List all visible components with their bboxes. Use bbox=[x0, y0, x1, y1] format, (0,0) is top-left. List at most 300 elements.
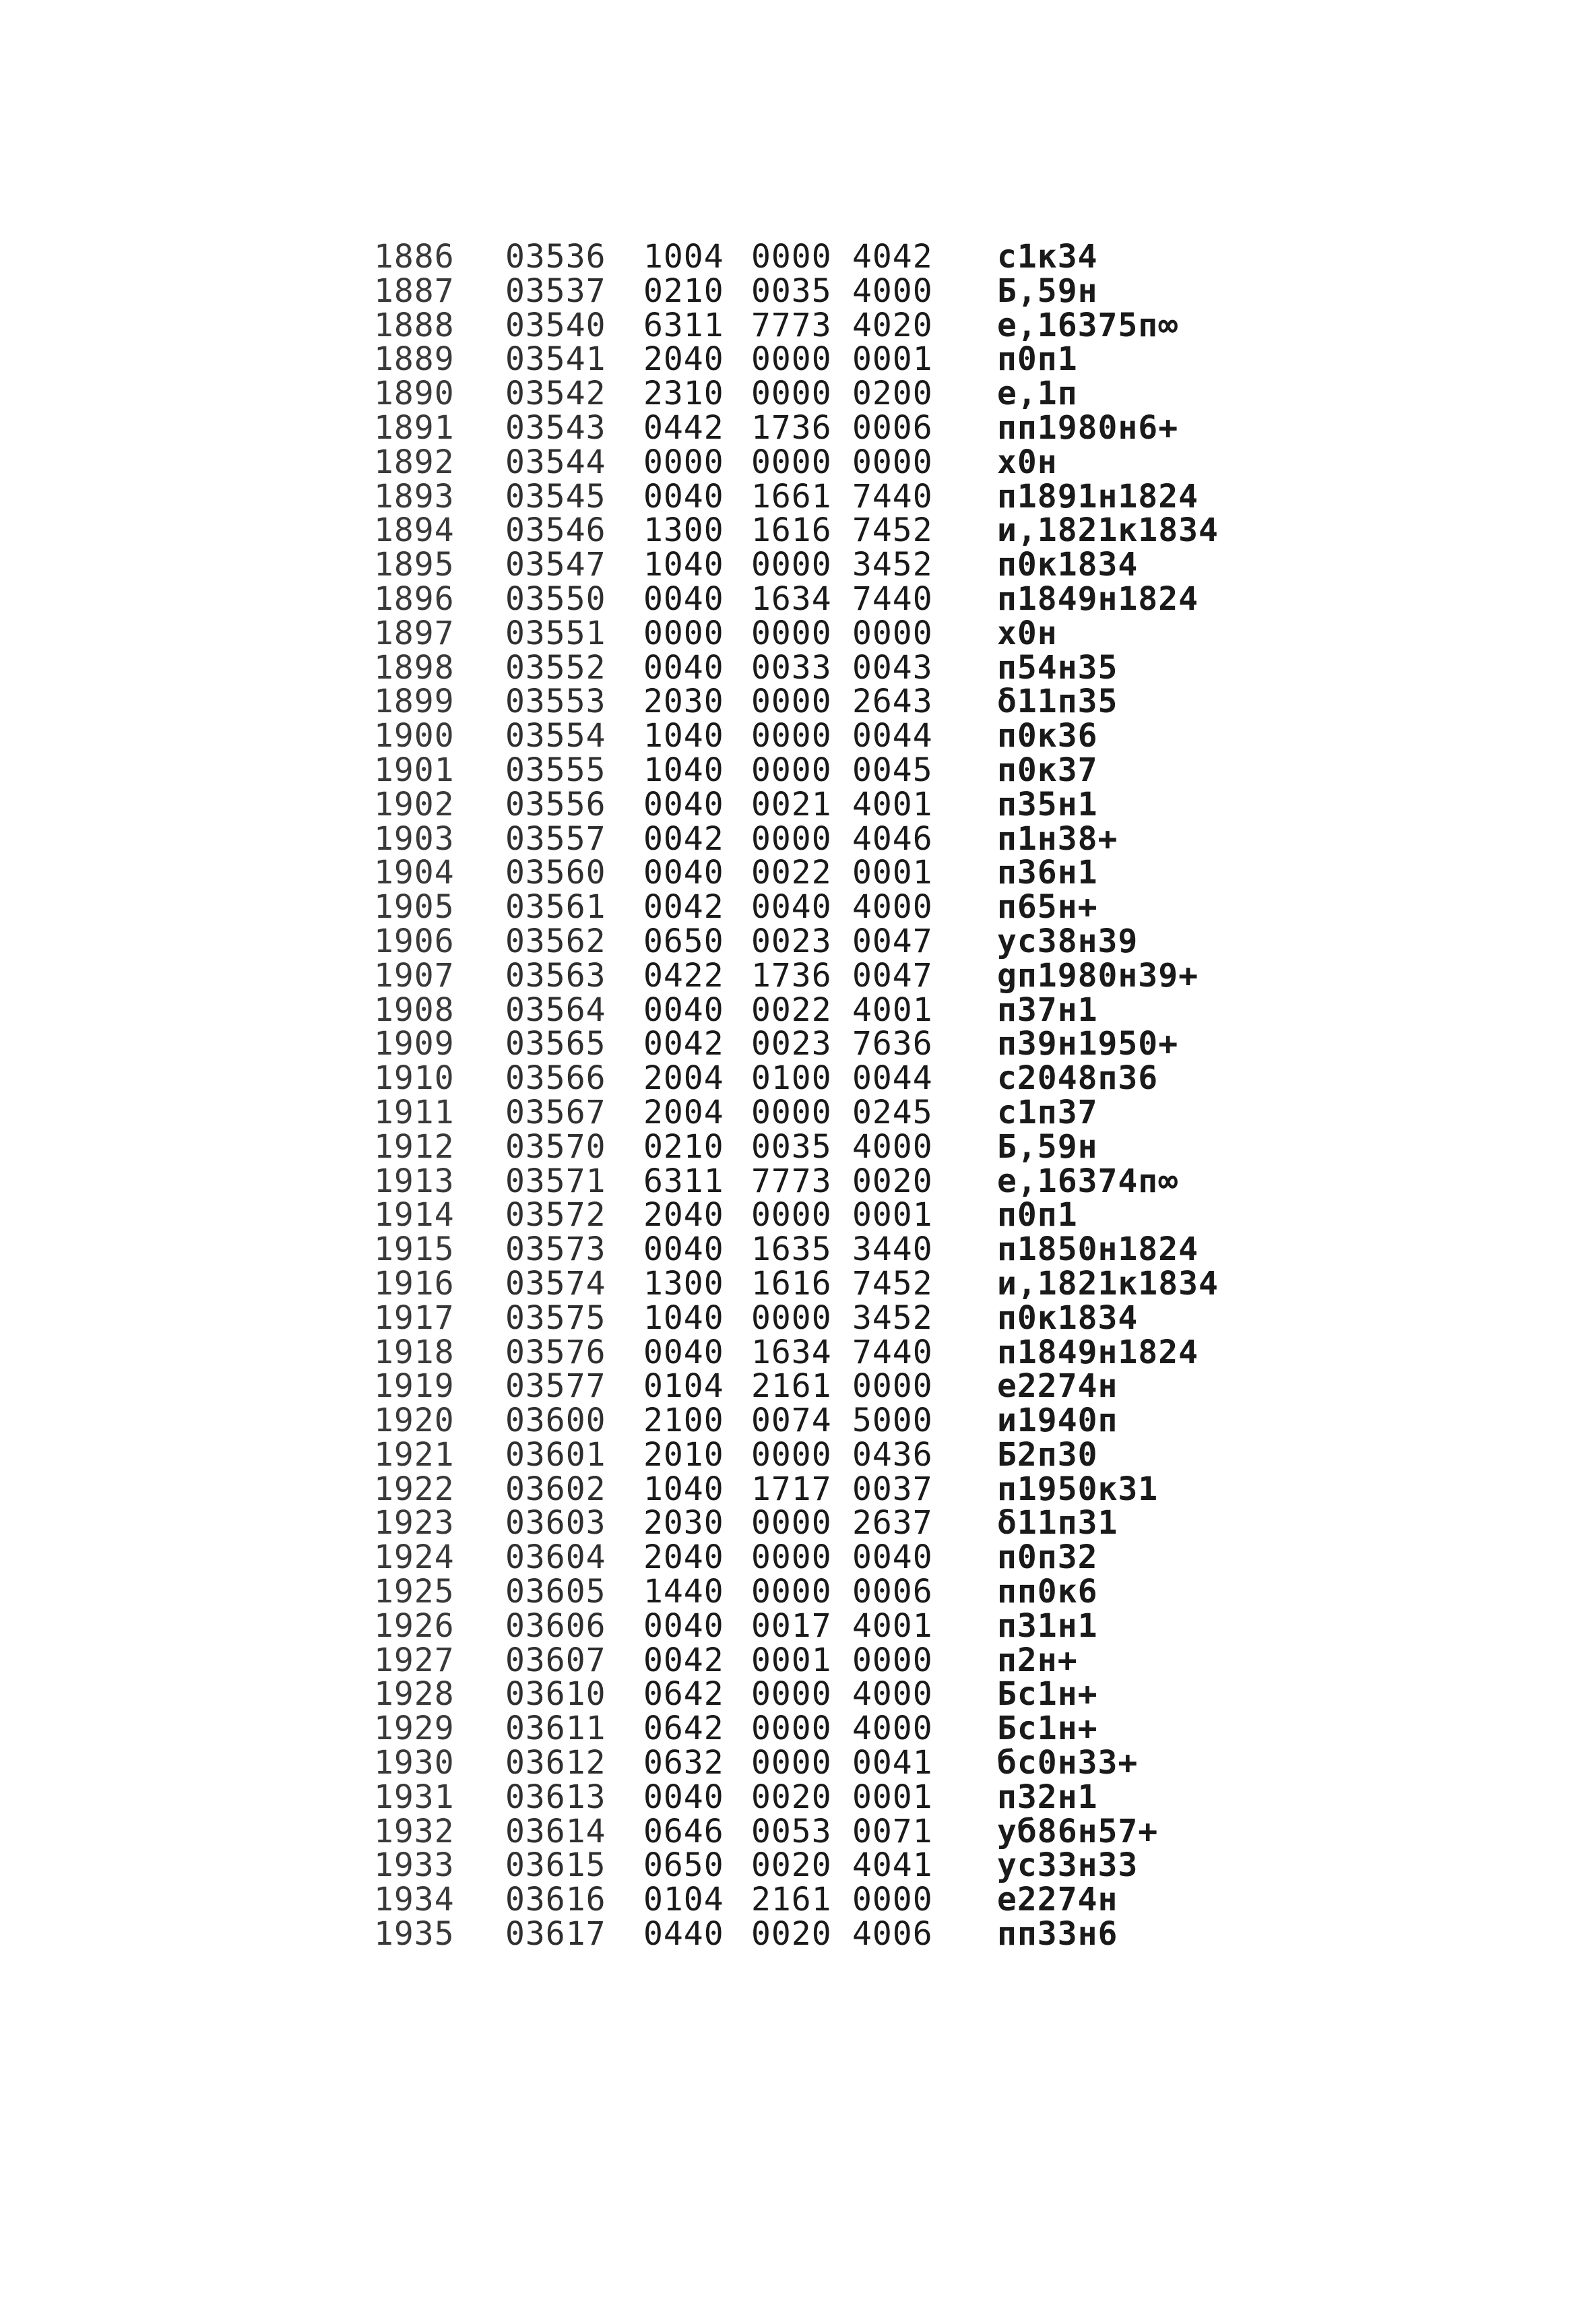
word-3: 4001 bbox=[852, 785, 933, 823]
line-number: 1897 bbox=[374, 614, 455, 652]
word-2: 1717 bbox=[751, 1470, 832, 1508]
word-3: 4001 bbox=[852, 991, 933, 1029]
word-3: 3452 bbox=[852, 1299, 933, 1337]
line-number: 1891 bbox=[374, 408, 455, 447]
listing-row bbox=[374, 1404, 1425, 1438]
line-number: 1907 bbox=[374, 956, 455, 995]
listing-row bbox=[374, 377, 1425, 411]
mnemonic: п0п1 bbox=[997, 1196, 1078, 1235]
word-3: 2643 bbox=[852, 683, 933, 721]
word-2: 1635 bbox=[751, 1230, 832, 1269]
word-2: 0000 bbox=[751, 1504, 832, 1542]
word-1: 0040 bbox=[643, 580, 724, 618]
word-2: 0020 bbox=[751, 1915, 832, 1954]
line-number: 1933 bbox=[374, 1846, 455, 1885]
word-2: 1634 bbox=[751, 1333, 832, 1371]
listing-row bbox=[374, 719, 1425, 753]
word-3: 0037 bbox=[852, 1470, 933, 1508]
word-1: 0210 bbox=[643, 272, 724, 310]
line-number: 1905 bbox=[374, 888, 455, 927]
word-3: 5000 bbox=[852, 1402, 933, 1440]
word-1: 0650 bbox=[643, 1846, 724, 1885]
mnemonic: уб86н57+ bbox=[997, 1812, 1159, 1850]
line-number: 1889 bbox=[374, 340, 455, 379]
word-2: 0000 bbox=[751, 1196, 832, 1235]
line-number: 1904 bbox=[374, 854, 455, 892]
address: 03562 bbox=[505, 922, 606, 960]
word-1: 0210 bbox=[643, 1127, 724, 1166]
mnemonic: бс0н33+ bbox=[997, 1744, 1139, 1782]
word-2: 0023 bbox=[751, 1025, 832, 1063]
listing-row bbox=[374, 1915, 1425, 1954]
mnemonic: п1н38+ bbox=[997, 819, 1118, 858]
word-2: 0017 bbox=[751, 1606, 832, 1645]
word-3: 7452 bbox=[852, 1264, 933, 1303]
listing-row bbox=[374, 306, 1425, 344]
address: 03544 bbox=[505, 443, 606, 481]
address: 03606 bbox=[505, 1606, 606, 1645]
word-2: 0035 bbox=[751, 1127, 832, 1166]
line-number: 1916 bbox=[374, 1264, 455, 1303]
listing-row bbox=[374, 1746, 1425, 1780]
word-2: 0020 bbox=[751, 1846, 832, 1885]
line-number: 1899 bbox=[374, 683, 455, 721]
mnemonic: е2274н bbox=[997, 1367, 1118, 1406]
word-1: 0040 bbox=[643, 785, 724, 823]
word-2: 0074 bbox=[751, 1402, 832, 1440]
word-3: 0000 bbox=[852, 443, 933, 481]
line-number: 1902 bbox=[374, 785, 455, 823]
word-2: 1661 bbox=[751, 477, 832, 515]
word-3: 4000 bbox=[852, 888, 933, 927]
line-number: 1906 bbox=[374, 922, 455, 960]
line-number: 1935 bbox=[374, 1915, 455, 1954]
mnemonic: п37н1 bbox=[997, 991, 1098, 1029]
address: 03576 bbox=[505, 1333, 606, 1371]
word-1: 0650 bbox=[643, 922, 724, 960]
word-2: 7773 bbox=[751, 306, 832, 344]
mnemonic: е,16374п∞ bbox=[997, 1162, 1179, 1200]
word-3: 2637 bbox=[852, 1504, 933, 1542]
line-number: 1908 bbox=[374, 991, 455, 1029]
address: 03553 bbox=[505, 683, 606, 721]
line-number: 1893 bbox=[374, 477, 455, 515]
mnemonic: пп33н6 bbox=[997, 1915, 1118, 1954]
line-number: 1909 bbox=[374, 1025, 455, 1063]
listing-row bbox=[374, 1333, 1425, 1371]
listing-row bbox=[374, 956, 1425, 995]
mnemonic: gп1980н39+ bbox=[997, 956, 1199, 995]
address: 03563 bbox=[505, 956, 606, 995]
mnemonic: и,1821к1834 bbox=[997, 511, 1219, 550]
word-2: 0000 bbox=[751, 1435, 832, 1474]
word-3: 4046 bbox=[852, 819, 933, 858]
address: 03614 bbox=[505, 1812, 606, 1850]
listing-row bbox=[374, 1301, 1425, 1336]
mnemonic: п32н1 bbox=[997, 1778, 1098, 1816]
word-1: 0042 bbox=[643, 1641, 724, 1679]
word-1: 0000 bbox=[643, 443, 724, 481]
listing-row bbox=[374, 1196, 1425, 1235]
line-number: 1898 bbox=[374, 648, 455, 687]
mnemonic: п1950к31 bbox=[997, 1470, 1159, 1508]
word-3: 0071 bbox=[852, 1812, 933, 1850]
address: 03574 bbox=[505, 1264, 606, 1303]
line-number: 1903 bbox=[374, 819, 455, 858]
mnemonic: п0п32 bbox=[997, 1538, 1098, 1577]
word-2: 0000 bbox=[751, 1675, 832, 1714]
word-3: 4000 bbox=[852, 1127, 933, 1166]
mnemonic: ус33н33 bbox=[997, 1846, 1139, 1885]
word-2: 0022 bbox=[751, 991, 832, 1029]
mnemonic: п0к37 bbox=[997, 751, 1098, 789]
listing-row bbox=[374, 922, 1425, 960]
word-2: 1736 bbox=[751, 408, 832, 447]
listing-row bbox=[374, 513, 1425, 548]
word-1: 1440 bbox=[643, 1573, 724, 1611]
word-2: 0000 bbox=[751, 1538, 832, 1577]
listing-row bbox=[374, 1540, 1425, 1575]
mnemonic: х0н bbox=[997, 614, 1058, 652]
mnemonic: и,1821к1834 bbox=[997, 1264, 1219, 1303]
listing-row bbox=[374, 1472, 1425, 1507]
word-1: 1040 bbox=[643, 717, 724, 755]
address: 03612 bbox=[505, 1744, 606, 1782]
word-1: 1004 bbox=[643, 238, 724, 276]
listing-row bbox=[374, 614, 1425, 652]
address: 03565 bbox=[505, 1025, 606, 1063]
mnemonic: пп0к6 bbox=[997, 1573, 1098, 1611]
line-number: 1934 bbox=[374, 1881, 455, 1919]
listing-row bbox=[374, 1369, 1425, 1404]
word-2: 0023 bbox=[751, 922, 832, 960]
word-3: 0040 bbox=[852, 1538, 933, 1577]
address: 03577 bbox=[505, 1367, 606, 1406]
listing-row bbox=[374, 1712, 1425, 1746]
address: 03571 bbox=[505, 1162, 606, 1200]
listing-row bbox=[374, 1093, 1425, 1131]
listing-row bbox=[374, 582, 1425, 617]
program-listing bbox=[374, 238, 1425, 1954]
address: 03543 bbox=[505, 408, 606, 447]
word-2: 0020 bbox=[751, 1778, 832, 1816]
mnemonic: п2н+ bbox=[997, 1641, 1078, 1679]
word-1: 0440 bbox=[643, 1915, 724, 1954]
mnemonic: п65н+ bbox=[997, 888, 1098, 927]
listing-row bbox=[374, 685, 1425, 719]
word-1: 1040 bbox=[643, 546, 724, 584]
address: 03575 bbox=[505, 1299, 606, 1337]
word-1: 6311 bbox=[643, 1162, 724, 1200]
address: 03561 bbox=[505, 888, 606, 927]
address: 03604 bbox=[505, 1538, 606, 1577]
line-number: 1911 bbox=[374, 1093, 455, 1131]
mnemonic: п54н35 bbox=[997, 648, 1118, 687]
word-1: 2030 bbox=[643, 683, 724, 721]
word-1: 2040 bbox=[643, 1538, 724, 1577]
address: 03601 bbox=[505, 1435, 606, 1474]
word-1: 1040 bbox=[643, 1470, 724, 1508]
line-number: 1923 bbox=[374, 1504, 455, 1542]
address: 03554 bbox=[505, 717, 606, 755]
listing-row bbox=[374, 1848, 1425, 1883]
word-3: 7636 bbox=[852, 1025, 933, 1063]
word-3: 0006 bbox=[852, 1573, 933, 1611]
line-number: 1895 bbox=[374, 546, 455, 584]
word-1: 2040 bbox=[643, 340, 724, 379]
word-2: 1616 bbox=[751, 1264, 832, 1303]
address: 03547 bbox=[505, 546, 606, 584]
listing-row bbox=[374, 1232, 1425, 1267]
word-3: 0245 bbox=[852, 1093, 933, 1131]
word-3: 0044 bbox=[852, 717, 933, 755]
address: 03551 bbox=[505, 614, 606, 652]
word-1: 0646 bbox=[643, 1812, 724, 1850]
listing-row bbox=[374, 1127, 1425, 1166]
mnemonic: и1940п bbox=[997, 1402, 1118, 1440]
word-3: 4041 bbox=[852, 1846, 933, 1885]
word-2: 1616 bbox=[751, 511, 832, 550]
line-number: 1888 bbox=[374, 306, 455, 344]
listing-row bbox=[374, 1264, 1425, 1303]
listing-row bbox=[374, 1061, 1425, 1096]
word-3: 7440 bbox=[852, 580, 933, 618]
word-3: 0001 bbox=[852, 854, 933, 892]
word-1: 2040 bbox=[643, 1196, 724, 1235]
word-1: 2004 bbox=[643, 1093, 724, 1131]
mnemonic: п0к36 bbox=[997, 717, 1098, 755]
word-2: 0001 bbox=[751, 1641, 832, 1679]
mnemonic: Бс1н+ bbox=[997, 1710, 1098, 1748]
word-3: 0000 bbox=[852, 1881, 933, 1919]
address: 03602 bbox=[505, 1470, 606, 1508]
word-3: 4000 bbox=[852, 1710, 933, 1748]
word-3: 0047 bbox=[852, 922, 933, 960]
line-number: 1894 bbox=[374, 511, 455, 550]
word-3: 3452 bbox=[852, 546, 933, 584]
line-number: 1917 bbox=[374, 1299, 455, 1337]
word-2: 0000 bbox=[751, 1710, 832, 1748]
word-2: 0000 bbox=[751, 443, 832, 481]
word-1: 1040 bbox=[643, 1299, 724, 1337]
word-1: 0040 bbox=[643, 991, 724, 1029]
line-number: 1929 bbox=[374, 1710, 455, 1748]
mnemonic: Б,59н bbox=[997, 272, 1098, 310]
word-2: 1634 bbox=[751, 580, 832, 618]
word-3: 0000 bbox=[852, 614, 933, 652]
mnemonic: е,16375п∞ bbox=[997, 306, 1179, 344]
listing-row bbox=[374, 274, 1425, 309]
listing-row bbox=[374, 1606, 1425, 1645]
word-1: 0040 bbox=[643, 1230, 724, 1269]
address: 03557 bbox=[505, 819, 606, 858]
address: 03560 bbox=[505, 854, 606, 892]
word-3: 4000 bbox=[852, 272, 933, 310]
line-number: 1913 bbox=[374, 1162, 455, 1200]
word-3: 0000 bbox=[852, 1367, 933, 1406]
mnemonic: пп1980н6+ bbox=[997, 408, 1179, 447]
word-3: 7440 bbox=[852, 1333, 933, 1371]
address: 03564 bbox=[505, 991, 606, 1029]
listing-row bbox=[374, 648, 1425, 687]
word-1: 0000 bbox=[643, 614, 724, 652]
address: 03607 bbox=[505, 1641, 606, 1679]
line-number: 1886 bbox=[374, 238, 455, 276]
word-1: 0040 bbox=[643, 1778, 724, 1816]
word-1: 6311 bbox=[643, 306, 724, 344]
address: 03616 bbox=[505, 1881, 606, 1919]
word-2: 0000 bbox=[751, 1299, 832, 1337]
mnemonic: δ11п35 bbox=[997, 683, 1118, 721]
word-3: 0006 bbox=[852, 408, 933, 447]
word-1: 2030 bbox=[643, 1504, 724, 1542]
line-number: 1915 bbox=[374, 1230, 455, 1269]
address: 03617 bbox=[505, 1915, 606, 1954]
line-number: 1890 bbox=[374, 375, 455, 413]
line-number: 1924 bbox=[374, 1538, 455, 1577]
mnemonic: п31н1 bbox=[997, 1606, 1098, 1645]
address: 03603 bbox=[505, 1504, 606, 1542]
mnemonic: п0к1834 bbox=[997, 546, 1139, 584]
listing-row bbox=[374, 856, 1425, 890]
word-1: 0632 bbox=[643, 1744, 724, 1782]
listing-row bbox=[374, 993, 1425, 1028]
mnemonic: ус38н39 bbox=[997, 922, 1139, 960]
listing-row bbox=[374, 819, 1425, 858]
listing-row bbox=[374, 477, 1425, 515]
listing-row bbox=[374, 1164, 1425, 1199]
mnemonic: c1к34 bbox=[997, 238, 1098, 276]
address: 03542 bbox=[505, 375, 606, 413]
word-3: 0047 bbox=[852, 956, 933, 995]
address: 03570 bbox=[505, 1127, 606, 1166]
line-number: 1914 bbox=[374, 1196, 455, 1235]
word-2: 0000 bbox=[751, 683, 832, 721]
line-number: 1912 bbox=[374, 1127, 455, 1166]
mnemonic: п35н1 bbox=[997, 785, 1098, 823]
mnemonic: п39н1950+ bbox=[997, 1025, 1179, 1063]
listing-row bbox=[374, 785, 1425, 823]
listing-row bbox=[374, 1812, 1425, 1850]
word-2: 0000 bbox=[751, 1744, 832, 1782]
word-3: 4006 bbox=[852, 1915, 933, 1954]
listing-row bbox=[374, 240, 1425, 274]
word-2: 0000 bbox=[751, 238, 832, 276]
line-number: 1887 bbox=[374, 272, 455, 310]
listing-row bbox=[374, 1575, 1425, 1609]
word-3: 7440 bbox=[852, 477, 933, 515]
word-1: 0040 bbox=[643, 854, 724, 892]
word-1: 0042 bbox=[643, 888, 724, 927]
address: 03611 bbox=[505, 1710, 606, 1748]
mnemonic: п1849н1824 bbox=[997, 1333, 1199, 1371]
word-2: 0000 bbox=[751, 819, 832, 858]
address: 03613 bbox=[505, 1778, 606, 1816]
word-3: 0001 bbox=[852, 1196, 933, 1235]
address: 03537 bbox=[505, 272, 606, 310]
listing-row bbox=[374, 1027, 1425, 1061]
word-3: 7452 bbox=[852, 511, 933, 550]
word-2: 0000 bbox=[751, 614, 832, 652]
address: 03540 bbox=[505, 306, 606, 344]
address: 03556 bbox=[505, 785, 606, 823]
word-3: 0045 bbox=[852, 751, 933, 789]
mnemonic: е2274н bbox=[997, 1881, 1118, 1919]
mnemonic: Бс1н+ bbox=[997, 1675, 1098, 1714]
mnemonic: Б,59н bbox=[997, 1127, 1098, 1166]
mnemonic: п36н1 bbox=[997, 854, 1098, 892]
address: 03555 bbox=[505, 751, 606, 789]
mnemonic: е,1п bbox=[997, 375, 1078, 413]
word-2: 0021 bbox=[751, 785, 832, 823]
address: 03572 bbox=[505, 1196, 606, 1235]
word-3: 0436 bbox=[852, 1435, 933, 1474]
line-number: 1921 bbox=[374, 1435, 455, 1474]
word-1: 0040 bbox=[643, 1333, 724, 1371]
word-3: 0044 bbox=[852, 1059, 933, 1098]
word-3: 4020 bbox=[852, 306, 933, 344]
mnemonic: с2048п36 bbox=[997, 1059, 1159, 1098]
mnemonic: п0п1 bbox=[997, 340, 1078, 379]
word-1: 0642 bbox=[643, 1710, 724, 1748]
word-3: 0001 bbox=[852, 1778, 933, 1816]
address: 03546 bbox=[505, 511, 606, 550]
word-2: 0022 bbox=[751, 854, 832, 892]
line-number: 1901 bbox=[374, 751, 455, 789]
address: 03567 bbox=[505, 1093, 606, 1131]
address: 03605 bbox=[505, 1573, 606, 1611]
line-number: 1922 bbox=[374, 1470, 455, 1508]
address: 03552 bbox=[505, 648, 606, 687]
line-number: 1919 bbox=[374, 1367, 455, 1406]
word-1: 2100 bbox=[643, 1402, 724, 1440]
word-1: 0040 bbox=[643, 1606, 724, 1645]
word-1: 0040 bbox=[643, 648, 724, 687]
address: 03541 bbox=[505, 340, 606, 379]
word-3: 0000 bbox=[852, 1641, 933, 1679]
mnemonic: Б2п30 bbox=[997, 1435, 1098, 1474]
listing-row bbox=[374, 1883, 1425, 1917]
word-2: 0033 bbox=[751, 648, 832, 687]
address: 03573 bbox=[505, 1230, 606, 1269]
line-number: 1925 bbox=[374, 1573, 455, 1611]
word-1: 0104 bbox=[643, 1881, 724, 1919]
line-number: 1896 bbox=[374, 580, 455, 618]
listing-row bbox=[374, 1435, 1425, 1474]
mnemonic: х0н bbox=[997, 443, 1058, 481]
listing-row bbox=[374, 753, 1425, 788]
mnemonic: п1849н1824 bbox=[997, 580, 1199, 618]
word-1: 1040 bbox=[643, 751, 724, 789]
word-1: 2010 bbox=[643, 1435, 724, 1474]
word-3: 0001 bbox=[852, 340, 933, 379]
word-2: 0035 bbox=[751, 272, 832, 310]
word-1: 0442 bbox=[643, 408, 724, 447]
line-number: 1928 bbox=[374, 1675, 455, 1714]
mnemonic: δ11п31 bbox=[997, 1504, 1118, 1542]
word-3: 4000 bbox=[852, 1675, 933, 1714]
word-2: 2161 bbox=[751, 1367, 832, 1406]
word-2: 0000 bbox=[751, 1573, 832, 1611]
address: 03536 bbox=[505, 238, 606, 276]
word-3: 4001 bbox=[852, 1606, 933, 1645]
line-number: 1931 bbox=[374, 1778, 455, 1816]
line-number: 1932 bbox=[374, 1812, 455, 1850]
listing-row bbox=[374, 342, 1425, 377]
mnemonic: с1п37 bbox=[997, 1093, 1098, 1131]
word-2: 0053 bbox=[751, 1812, 832, 1850]
listing-row bbox=[374, 1641, 1425, 1679]
